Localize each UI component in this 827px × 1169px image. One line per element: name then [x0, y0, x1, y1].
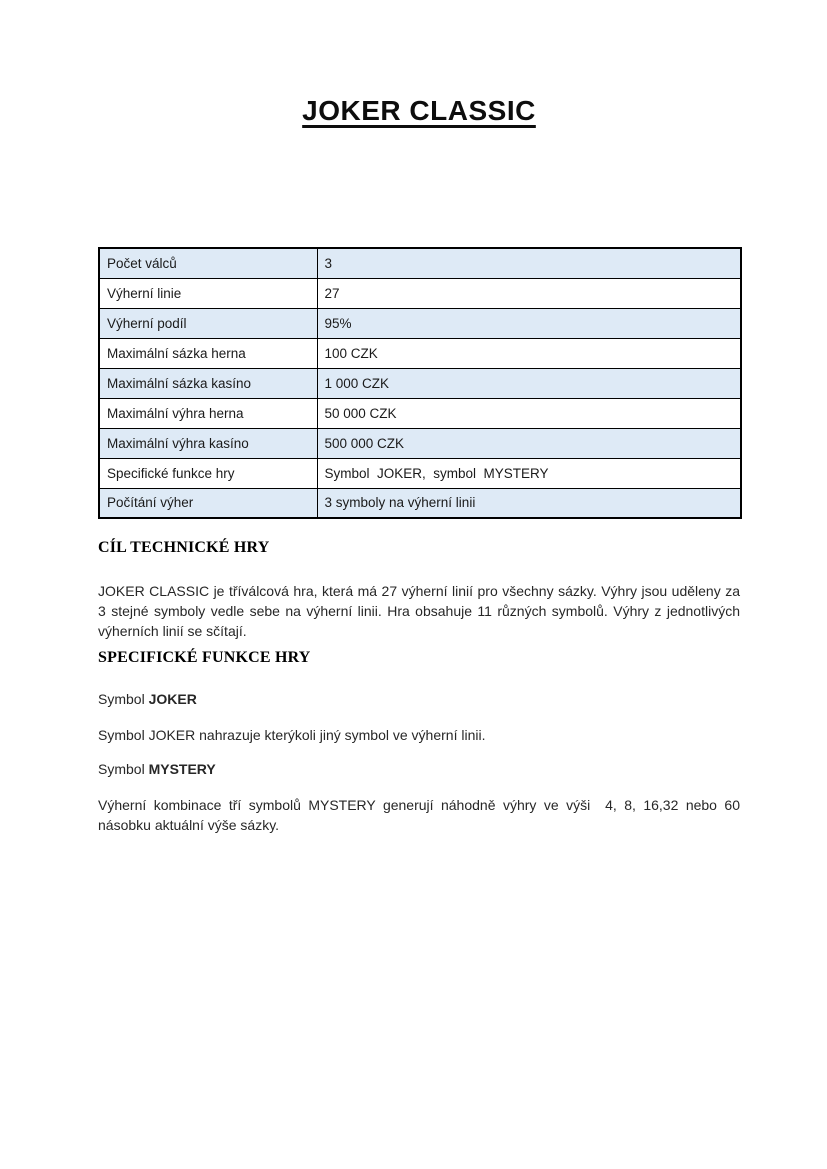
spec-value-cell: 27 — [317, 278, 741, 308]
goal-paragraph: JOKER CLASSIC je tříválcová hra, která má 27 výherní linií pro všechny sázky. Výhry jsou uděleny za 3 stejné symboly vedle sebe na výherní linii. Hra obsahuje 11 různých symbolů. Výhry z jednotlivých výherních linií se sčítají. — [98, 583, 744, 639]
spec-label-cell: Výherní podíl — [99, 308, 317, 338]
symbol-joker-prefix: Symbol — [98, 691, 149, 707]
symbol-joker-name: JOKER — [148, 691, 197, 707]
table-row — [99, 308, 741, 338]
spec-value-cell: 100 CZK — [317, 338, 741, 368]
spec-label-cell: Maximální výhra kasíno — [99, 428, 317, 458]
spec-label-cell: Počítání výher — [99, 488, 317, 518]
symbol-mystery-name: MYSTERY — [148, 761, 216, 777]
table-row — [99, 248, 741, 278]
symbol-joker-line — [98, 689, 740, 709]
document-content — [0, 94, 827, 835]
table-row — [99, 278, 741, 308]
table-row — [99, 488, 741, 518]
spec-value-cell: Symbol JOKER, symbol MYSTERY — [317, 458, 741, 488]
game-spec-table — [98, 247, 742, 519]
table-row — [99, 458, 741, 488]
functions-section-heading: SPECIFICKÉ FUNKCE HRY — [98, 649, 311, 666]
mystery-paragraph: Výherní kombinace tří symbolů MYSTERY generují náhodně výhry ve výši 4, 8, 16,32 nebo 60 násobku aktuální výše sázky. — [98, 797, 744, 833]
goal-section-heading: CÍL TECHNICKÉ HRY — [98, 539, 270, 556]
table-row — [99, 368, 741, 398]
table-row — [99, 398, 741, 428]
symbol-mystery-prefix: Symbol — [98, 761, 149, 777]
spec-label-cell: Maximální sázka herna — [99, 338, 317, 368]
spec-value-cell: 3 symboly na výherní linii — [317, 488, 741, 518]
spec-value-cell: 500 000 CZK — [317, 428, 741, 458]
spec-label-cell: Počet válců — [99, 248, 317, 278]
spec-label-cell: Maximální sázka kasíno — [99, 368, 317, 398]
page-title: JOKER CLASSIC — [302, 95, 536, 126]
table-row — [99, 428, 741, 458]
spec-value-cell: 50 000 CZK — [317, 398, 741, 428]
spec-label-cell: Výherní linie — [99, 278, 317, 308]
spec-label-cell: Specifické funkce hry — [99, 458, 317, 488]
symbol-mystery-line — [98, 759, 740, 779]
spec-value-cell: 1 000 CZK — [317, 368, 741, 398]
spec-value-cell: 95% — [317, 308, 741, 338]
joker-paragraph: Symbol JOKER nahrazuje kterýkoli jiný symbol ve výherní linii. — [98, 727, 486, 743]
table-row — [99, 338, 741, 368]
spec-label-cell: Maximální výhra herna — [99, 398, 317, 428]
spec-value-cell: 3 — [317, 248, 741, 278]
